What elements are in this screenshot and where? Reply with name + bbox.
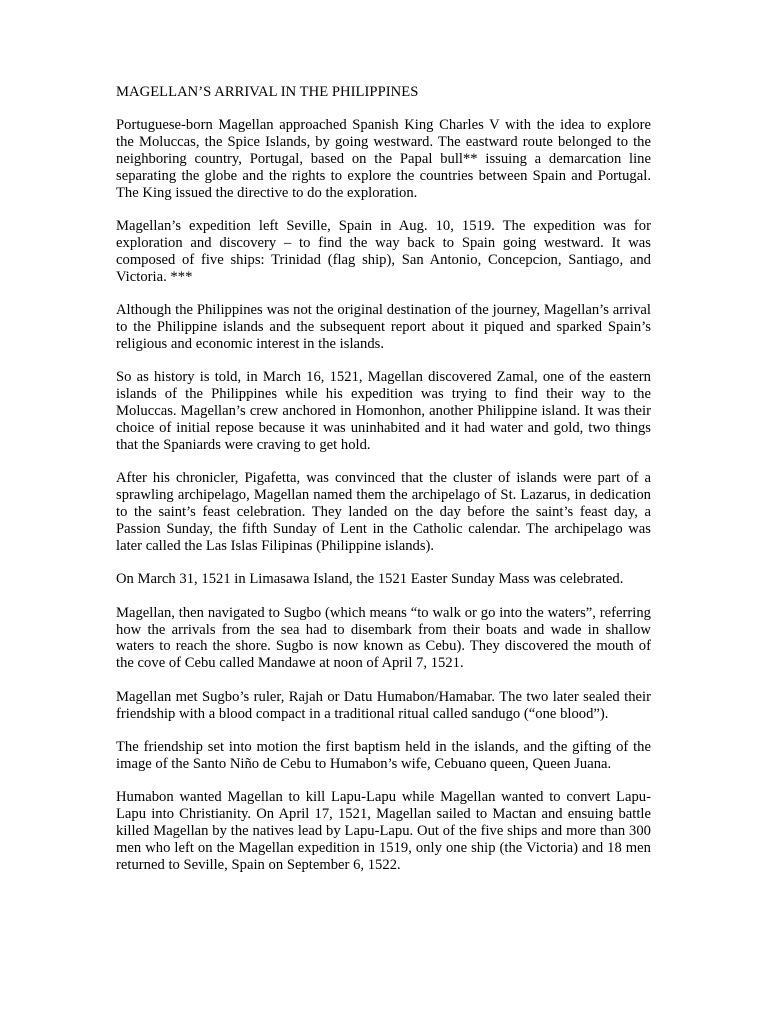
paragraph-sugbo-navigation: Magellan, then navigated to Sugbo (which means “to walk or go into the waters”, referring how the arrivals from the sea had to disembark from their boats and wade in shallow waters to reach the shore. Sugbo is now known as Cebu). They discovered the mouth of the cove of Cebu called Mandawe at noon of April 7, 1521. <box>116 604 651 672</box>
paragraph-expedition-departure: Magellan’s expedition left Seville, Spain in Aug. 10, 1519. The expedition was for exploration and discovery – to find the way back to Spain going westward. It was composed of five ships: Trinidad (flag ship), San Antonio, Concepcion, Santiago, and Victoria. *** <box>116 218 651 286</box>
paragraph-zamal-discovery: So as history is told, in March 16, 1521, Magellan discovered Zamal, one of the eastern islands of the Philippines while his expedition was trying to find their way to the Moluccas. Magellan’s crew anchored in Homonhon, another Philippine island. It was their choice of initial repose because it was uninhabited and it had water and gold, two things that the Spaniards were craving to get hold. <box>116 369 651 454</box>
paragraph-battle-of-mactan: Humabon wanted Magellan to kill Lapu-Lapu while Magellan wanted to convert Lapu-Lapu into Christianity. On April 17, 1521, Magellan sailed to Mactan and ensuing battle killed Magellan by the natives lead by Lapu-Lapu. Out of the five ships and more than 300 men who left on the Magellan expedition in 1519, only one ship (the Victoria) and 18 men returned to Seville, Spain on September 6, 1522. <box>116 789 651 873</box>
document-body <box>116 84 651 874</box>
paragraph-magellan-proposal: Portuguese-born Magellan approached Spanish King Charles V with the idea to explore the Moluccas, the Spice Islands, by going westward. The eastward route belonged to the neighboring country, Portugal, based on the Papal bull** issuing a demarcation line separating the globe and the rights to explore the countries between Spain and Portugal. The King issued the directive to do the exploration. <box>116 117 651 202</box>
document-title: MAGELLAN’S ARRIVAL IN THE PHILIPPINES <box>116 84 419 100</box>
paragraph-blood-compact: Magellan met Sugbo’s ruler, Rajah or Datu Humabon/Hamabar. The two later sealed their friendship with a blood compact in a traditional ritual called sandugo (“one blood”). <box>116 688 651 722</box>
paragraph-easter-mass: On March 31, 1521 in Limasawa Island, the 1521 Easter Sunday Mass was celebrated. <box>116 571 624 588</box>
paragraph-first-baptism: The friendship set into motion the first baptism held in the islands, and the gifting of the image of the Santo Niño de Cebu to Humabon’s wife, Cebuano queen, Queen Juana. <box>116 738 651 772</box>
paragraph-archipelago-naming: After his chronicler, Pigafetta, was convinced that the cluster of islands were part of a sprawling archipelago, Magellan named them the archipelago of St. Lazarus, in dedication to the saint’s feast celebration. They landed on the day before the saint’s feast day, a Passion Sunday, the fifth Sunday of Lent in the Catholic calendar. The archipelago was later called the Las Islas Filipinas (Philippine islands). <box>116 470 651 554</box>
paragraph-arrival-significance: Although the Philippines was not the original destination of the journey, Magellan’s arrival to the Philippine islands and the subsequent report about it piqued and sparked Spain’s religious and economic interest in the islands. <box>116 302 651 353</box>
